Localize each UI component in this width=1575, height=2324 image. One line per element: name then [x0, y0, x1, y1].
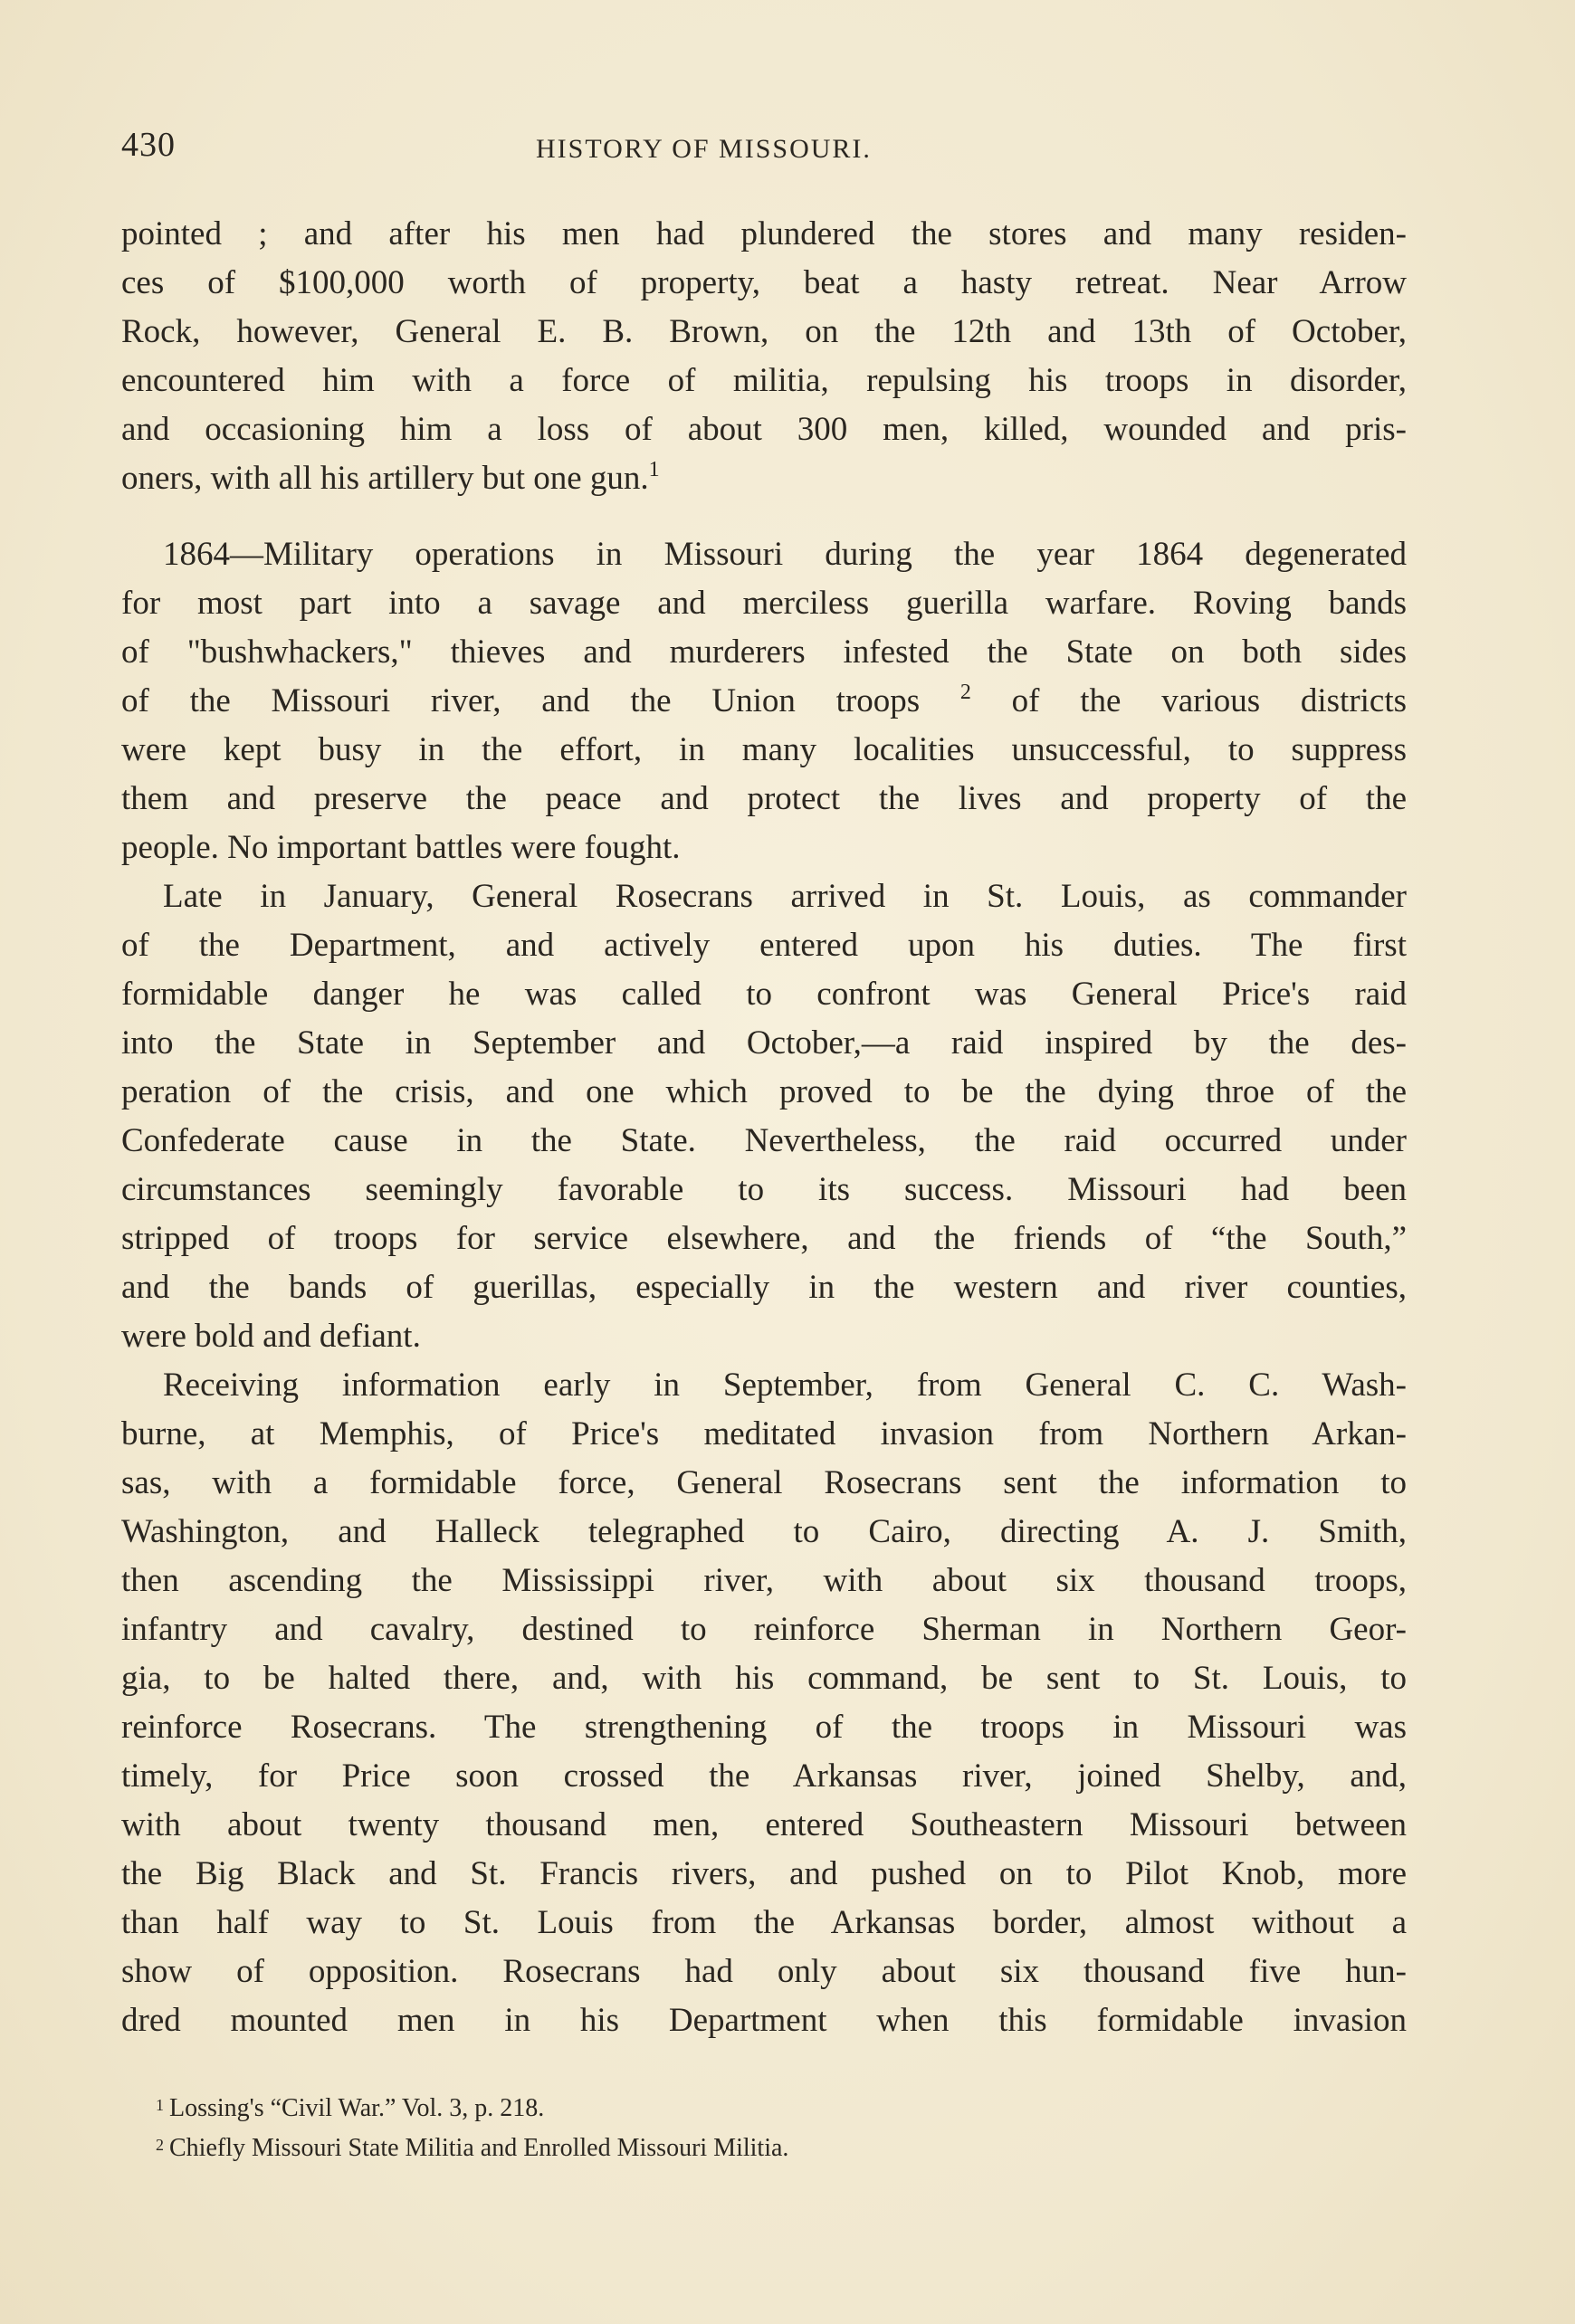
text-line: [121, 454, 1407, 503]
footnote: [156, 2127, 1332, 2167]
footnote-mark: 1: [156, 2096, 164, 2114]
text-line: people. No important battles were fought.: [121, 829, 681, 866]
text-line: peration of the crisis, and one which proved to be the dying throe of the: [121, 1073, 1407, 1110]
page-header: [121, 125, 1407, 170]
page-number: 430: [121, 126, 176, 164]
footnote-reference: 1: [648, 458, 660, 481]
text-line: circumstances seemingly favorable to its success. Missouri had been: [121, 1171, 1407, 1208]
text-line: Receiving information early in September, from General C. C. Wash-: [163, 1367, 1407, 1404]
footnote-text: Lossing's “Civil War.” Vol. 3, p. 218.: [169, 2094, 545, 2122]
text-line: encountered him with a force of militia, repulsing his troops in disorder,: [121, 362, 1407, 399]
text-line: show of opposition. Rosecrans had only about six thousand five hun-: [121, 1953, 1407, 1990]
text-line: dred mounted men in his Department when this formidable invasion: [121, 2002, 1407, 2039]
text-line: were bold and defiant.: [121, 1318, 421, 1355]
paragraph: [121, 872, 1407, 1361]
text-line: timely, for Price soon crossed the Arkansas river, joined Shelby, and,: [121, 1757, 1407, 1795]
text-line: into the State in September and October,—a raid inspired by the des-: [121, 1024, 1407, 1062]
text-line: of the Department, and actively entered upon his duties. The first: [121, 927, 1407, 964]
text-line: Rock, however, General E. B. Brown, on the 12th and 13th of October,: [121, 313, 1407, 350]
text-line: and the bands of guerillas, especially in the western and river counties,: [121, 1269, 1407, 1306]
paragraph: [121, 1361, 1407, 2045]
text-line: gia, to be halted there, and, with his command, be sent to St. Louis, to: [121, 1660, 1407, 1697]
text-line: than half way to St. Louis from the Arkansas border, almost without a: [121, 1904, 1407, 1941]
text-line: then ascending the Mississippi river, with about six thousand troops,: [121, 1562, 1407, 1599]
text-line: [121, 677, 1407, 726]
paragraph: [121, 210, 1407, 503]
text-line: and occasioning him a loss of about 300 men, killed, wounded and pris-: [121, 411, 1407, 448]
footnote-mark: 2: [156, 2136, 164, 2154]
text-line: formidable danger he was called to confront was General Price's raid: [121, 976, 1407, 1013]
paragraph-gap: [121, 503, 1407, 530]
text-line: were kept busy in the effort, in many localities unsuccessful, to suppress: [121, 731, 1407, 768]
text-line: with about twenty thousand men, entered Southeastern Missouri between: [121, 1806, 1407, 1843]
text-line-content: of the Missouri river, and the Union troops: [121, 682, 921, 719]
text-line: Washington, and Halleck telegraphed to Cairo, directing A. J. Smith,: [121, 1513, 1407, 1550]
footnote: [156, 2087, 1332, 2127]
paragraph: [121, 530, 1407, 872]
text-line: infantry and cavalry, destined to reinforce Sherman in Northern Geor-: [121, 1611, 1407, 1648]
text-line: for most part into a savage and merciless guerilla warfare. Roving bands: [121, 585, 1407, 622]
text-line: stripped of troops for service elsewhere, and the friends of “the South,”: [121, 1220, 1407, 1257]
text-line: the Big Black and St. Francis rivers, and pushed on to Pilot Knob, more: [121, 1855, 1407, 1892]
body-text: [121, 210, 1407, 2045]
text-line: burne, at Memphis, of Price's meditated invasion from Northern Arkan-: [121, 1415, 1407, 1452]
text-line: reinforce Rosecrans. The strengthening of the troops in Missouri was: [121, 1709, 1407, 1746]
text-line: 1864—Military operations in Missouri during the year 1864 degenerated: [163, 536, 1407, 573]
text-line: ces of $100,000 worth of property, beat a hasty retreat. Near Arrow: [121, 264, 1407, 301]
text-line: Confederate cause in the State. Nevertheless, the raid occurred under: [121, 1122, 1407, 1159]
footnote-reference: 2: [959, 681, 971, 704]
text-line: them and preserve the peace and protect the lives and property of the: [121, 780, 1407, 817]
running-title: HISTORY OF MISSOURI.: [536, 134, 872, 164]
text-line: Late in January, General Rosecrans arrived in St. Louis, as commander: [163, 878, 1407, 915]
text-line: of "bushwhackers," thieves and murderers infested the State on both sides: [121, 633, 1407, 671]
footnotes: [156, 2087, 1332, 2167]
text-line: sas, with a formidable force, General Rosecrans sent the information to: [121, 1464, 1407, 1501]
footnote-text: Chiefly Missouri State Militia and Enrolled Missouri Militia.: [169, 2134, 789, 2162]
text-line-content: oners, with all his artillery but one gun.: [121, 460, 649, 497]
text-line: pointed ; and after his men had plundered the stores and many residen-: [121, 215, 1407, 252]
text-line-content: of the various districts: [1011, 682, 1408, 719]
